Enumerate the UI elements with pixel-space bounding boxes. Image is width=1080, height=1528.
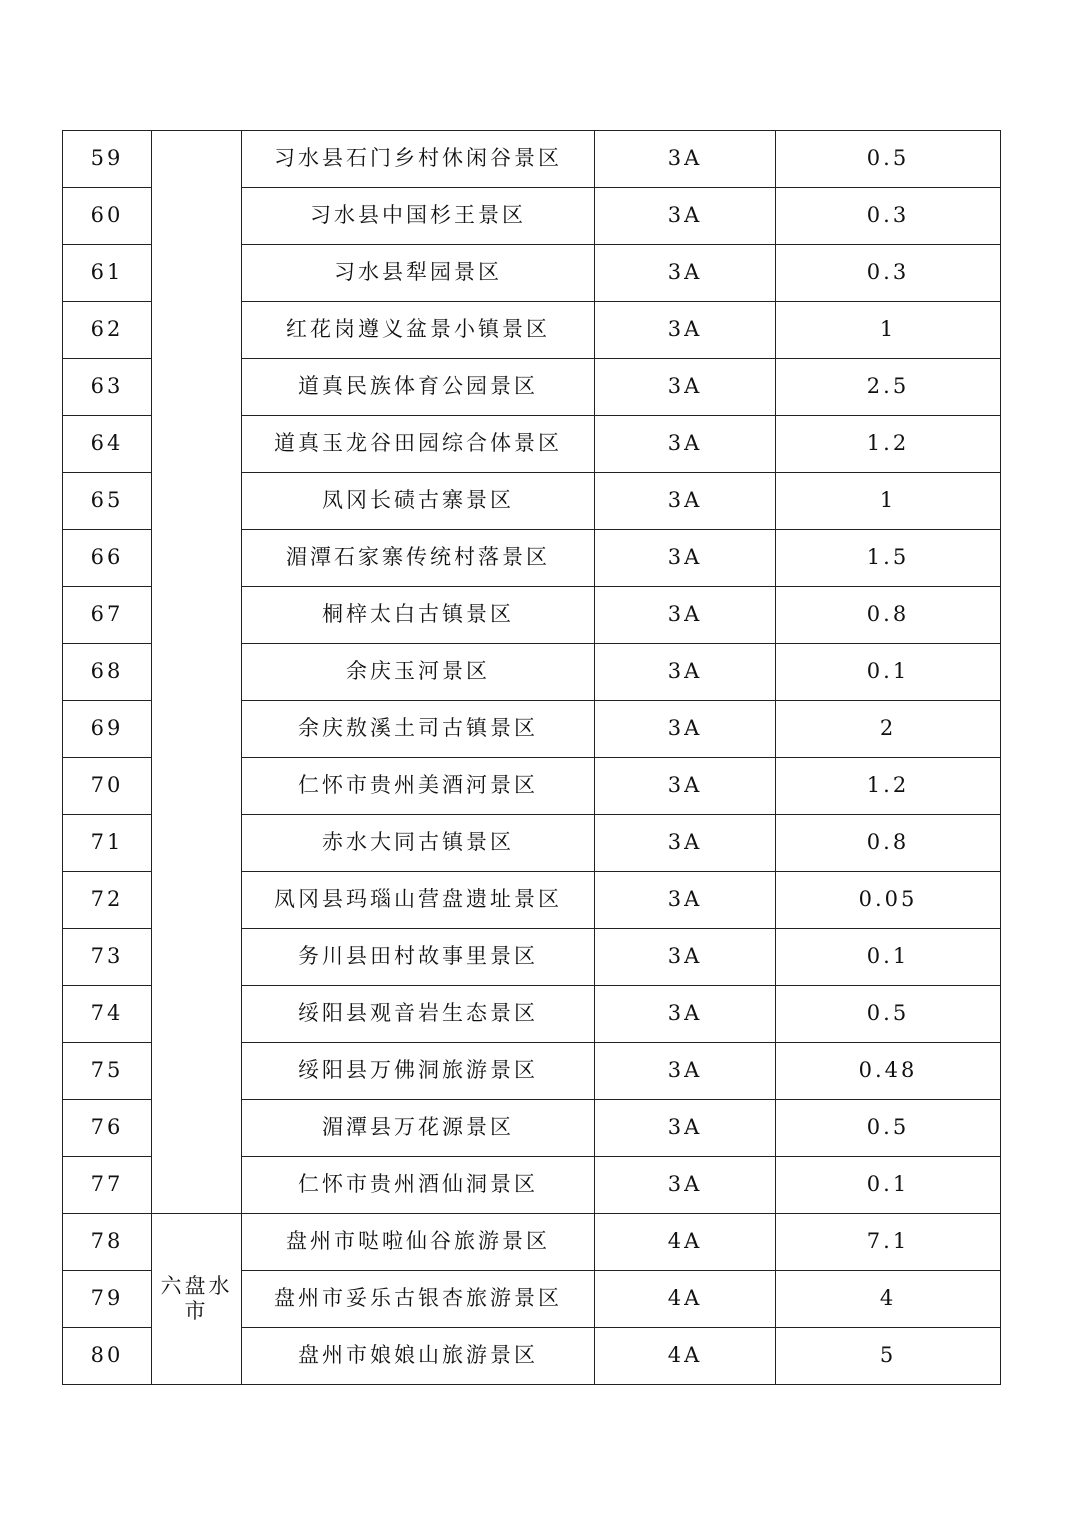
scenic-area-name: 道真民族体育公园景区	[242, 359, 595, 416]
scenic-area-value: 0.1	[776, 644, 1001, 701]
row-number: 75	[63, 1043, 152, 1100]
scenic-area-name: 凤冈县玛瑙山营盘遗址景区	[242, 872, 595, 929]
scenic-area-name: 仁怀市贵州酒仙洞景区	[242, 1157, 595, 1214]
row-number: 77	[63, 1157, 152, 1214]
scenic-area-name: 盘州市妥乐古银杏旅游景区	[242, 1271, 595, 1328]
scenic-area-name: 道真玉龙谷田园综合体景区	[242, 416, 595, 473]
row-number: 68	[63, 644, 152, 701]
scenic-area-grade: 3A	[595, 530, 776, 587]
scenic-area-name: 绥阳县万佛洞旅游景区	[242, 1043, 595, 1100]
row-number: 59	[63, 131, 152, 188]
scenic-area-grade: 3A	[595, 245, 776, 302]
scenic-area-value: 0.5	[776, 1100, 1001, 1157]
scenic-area-value: 1	[776, 302, 1001, 359]
row-number: 71	[63, 815, 152, 872]
scenic-area-grade: 3A	[595, 188, 776, 245]
scenic-area-grade: 3A	[595, 929, 776, 986]
row-number: 67	[63, 587, 152, 644]
scenic-area-grade: 3A	[595, 416, 776, 473]
scenic-area-name: 习水县石门乡村休闲谷景区	[242, 131, 595, 188]
scenic-area-value: 0.5	[776, 131, 1001, 188]
scenic-area-value: 1	[776, 473, 1001, 530]
scenic-area-grade: 4A	[595, 1271, 776, 1328]
scenic-area-value: 2	[776, 701, 1001, 758]
scenic-area-value: 0.1	[776, 1157, 1001, 1214]
scenic-area-name: 湄潭县万花源景区	[242, 1100, 595, 1157]
row-number: 76	[63, 1100, 152, 1157]
scenic-area-grade: 3A	[595, 1157, 776, 1214]
scenic-area-value: 0.1	[776, 929, 1001, 986]
row-number: 66	[63, 530, 152, 587]
row-number: 74	[63, 986, 152, 1043]
scenic-area-value: 1.2	[776, 758, 1001, 815]
scenic-area-grade: 3A	[595, 758, 776, 815]
scenic-area-grade: 3A	[595, 473, 776, 530]
scenic-area-value: 5	[776, 1328, 1001, 1385]
scenic-area-grade: 3A	[595, 302, 776, 359]
scenic-area-grade: 3A	[595, 359, 776, 416]
scenic-area-grade: 3A	[595, 701, 776, 758]
row-number: 61	[63, 245, 152, 302]
scenic-area-table	[62, 130, 1001, 1385]
scenic-area-value: 0.3	[776, 188, 1001, 245]
row-number: 72	[63, 872, 152, 929]
scenic-area-grade: 3A	[595, 1100, 776, 1157]
scenic-area-value: 0.8	[776, 587, 1001, 644]
scenic-area-name: 凤冈长碛古寨景区	[242, 473, 595, 530]
row-number: 79	[63, 1271, 152, 1328]
scenic-area-name: 务川县田村故事里景区	[242, 929, 595, 986]
row-number: 63	[63, 359, 152, 416]
row-number: 64	[63, 416, 152, 473]
scenic-area-name: 赤水大同古镇景区	[242, 815, 595, 872]
scenic-area-grade: 4A	[595, 1328, 776, 1385]
row-number: 60	[63, 188, 152, 245]
scenic-area-grade: 3A	[595, 587, 776, 644]
scenic-area-value: 2.5	[776, 359, 1001, 416]
scenic-area-name: 余庆敖溪土司古镇景区	[242, 701, 595, 758]
scenic-area-grade: 3A	[595, 986, 776, 1043]
scenic-area-name: 盘州市哒啦仙谷旅游景区	[242, 1214, 595, 1271]
scenic-area-value: 0.8	[776, 815, 1001, 872]
scenic-area-name: 绥阳县观音岩生态景区	[242, 986, 595, 1043]
scenic-area-value: 7.1	[776, 1214, 1001, 1271]
table-row	[63, 131, 1001, 188]
row-number: 65	[63, 473, 152, 530]
scenic-area-name: 仁怀市贵州美酒河景区	[242, 758, 595, 815]
scenic-area-name: 习水县中国杉王景区	[242, 188, 595, 245]
scenic-area-value: 4	[776, 1271, 1001, 1328]
row-number: 62	[63, 302, 152, 359]
table-row	[63, 1214, 1001, 1271]
city-cell	[152, 131, 242, 1214]
scenic-area-grade: 3A	[595, 815, 776, 872]
row-number: 78	[63, 1214, 152, 1271]
scenic-area-grade: 3A	[595, 131, 776, 188]
scenic-area-value: 0.5	[776, 986, 1001, 1043]
city-cell: 六盘水市	[152, 1214, 242, 1385]
row-number: 70	[63, 758, 152, 815]
row-number: 80	[63, 1328, 152, 1385]
scenic-area-value: 0.48	[776, 1043, 1001, 1100]
row-number: 73	[63, 929, 152, 986]
scenic-area-grade: 3A	[595, 872, 776, 929]
scenic-area-value: 1.5	[776, 530, 1001, 587]
table-body	[63, 131, 1001, 1385]
scenic-area-grade: 4A	[595, 1214, 776, 1271]
row-number: 69	[63, 701, 152, 758]
scenic-area-name: 湄潭石家寨传统村落景区	[242, 530, 595, 587]
scenic-area-name: 盘州市娘娘山旅游景区	[242, 1328, 595, 1385]
scenic-area-value: 1.2	[776, 416, 1001, 473]
scenic-area-value: 0.3	[776, 245, 1001, 302]
scenic-area-name: 红花岗遵义盆景小镇景区	[242, 302, 595, 359]
scenic-area-grade: 3A	[595, 644, 776, 701]
scenic-area-grade: 3A	[595, 1043, 776, 1100]
scenic-area-name: 习水县犁园景区	[242, 245, 595, 302]
scenic-area-name: 桐梓太白古镇景区	[242, 587, 595, 644]
scenic-area-value: 0.05	[776, 872, 1001, 929]
scenic-area-name: 余庆玉河景区	[242, 644, 595, 701]
